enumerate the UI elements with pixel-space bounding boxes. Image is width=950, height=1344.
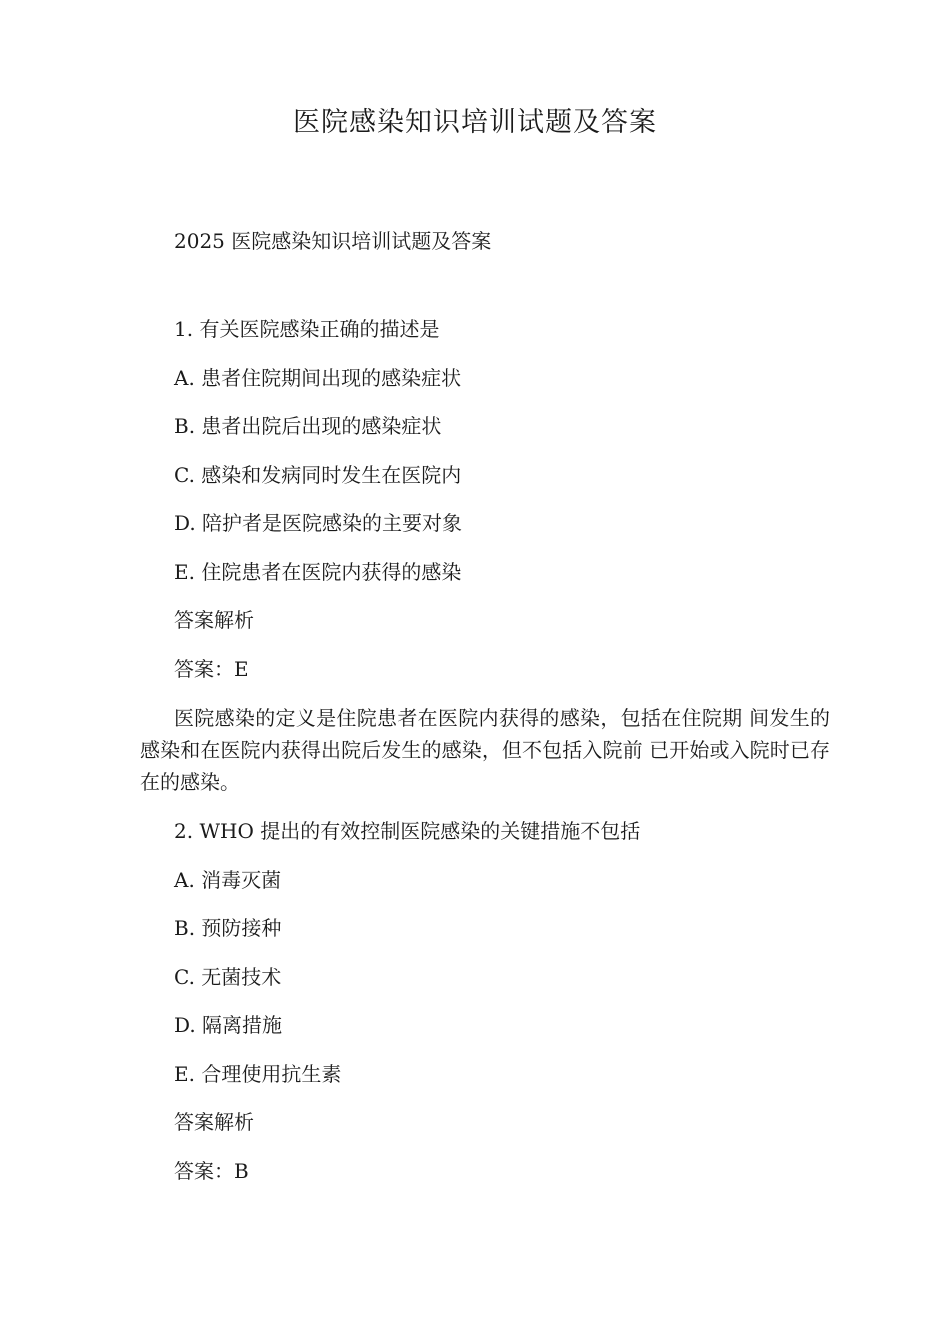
- document-subtitle: 2025 医院感染知识培训试题及答案: [174, 229, 492, 253]
- question-2-option-e: E. 合理使用抗生素: [174, 1062, 342, 1086]
- question-2-option-d: D. 隔离措施: [174, 1013, 283, 1037]
- question-1-stem: 1. 有关医院感染正确的描述是: [174, 317, 440, 341]
- question-1-analysis-label: 答案解析: [174, 608, 254, 632]
- question-1-option-d: D. 陪护者是医院感染的主要对象: [174, 511, 463, 535]
- question-1-option-a: A. 患者住院期间出现的感染症状: [174, 366, 462, 390]
- question-2-option-c: C. 无菌技术: [174, 965, 282, 989]
- question-2-option-b: B. 预防接种: [174, 916, 282, 940]
- question-2-answer: 答案：B: [174, 1159, 249, 1183]
- question-2-analysis-label: 答案解析: [174, 1110, 254, 1134]
- question-1-option-b: B. 患者出院后出现的感染症状: [174, 414, 442, 438]
- question-1-answer: 答案：E: [174, 657, 249, 681]
- document-title: 医院感染知识培训试题及答案: [293, 107, 657, 138]
- question-1-option-e: E. 住院患者在医院内获得的感染: [174, 560, 462, 584]
- question-2-option-a: A. 消毒灭菌: [174, 868, 282, 892]
- question-1-explanation: 医院感染的定义是住院患者在医院内获得的感染，包括在住院期 间发生的感染和在医院内获得出院后发生的感染，但不包括入院前 已开始或入院时已存在的感染。: [140, 706, 830, 794]
- question-1-option-c: C. 感染和发病同时发生在医院内: [174, 463, 462, 487]
- question-2-stem: 2. WHO 提出的有效控制医院感染的关键措施不包括: [174, 819, 641, 843]
